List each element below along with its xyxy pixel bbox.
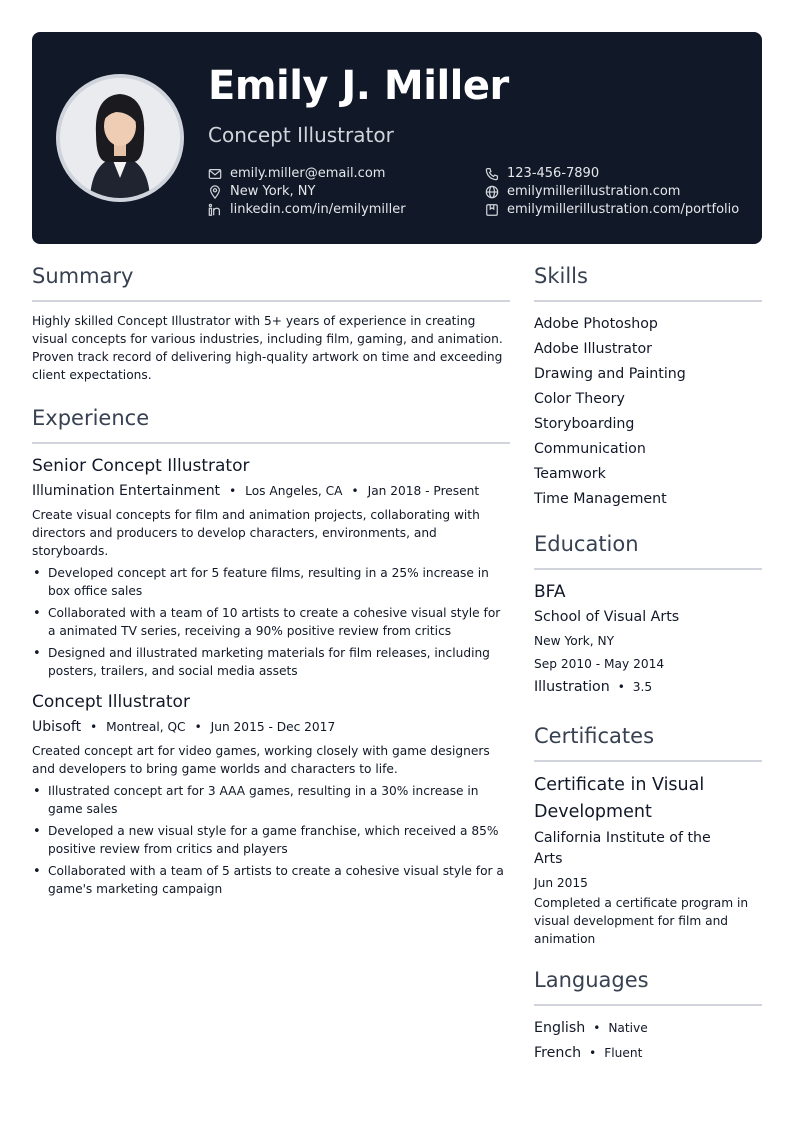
contact-website[interactable]	[485, 183, 680, 201]
job-company: Ubisoft	[32, 719, 82, 735]
language-name: English	[534, 1020, 586, 1036]
skill-item: Color Theory	[534, 391, 625, 407]
job-dates: Jun 2015 - Dec 2017	[210, 720, 336, 734]
skill-item: Adobe Photoshop	[534, 316, 658, 332]
certificate-description: Completed a certificate program in visual development for film and animation	[534, 896, 749, 946]
education-gpa: 3.5	[632, 680, 653, 694]
language-level: Fluent	[604, 1046, 643, 1060]
job-achievements	[32, 564, 510, 680]
candidate-role: Concept Illustrator	[208, 123, 394, 147]
list-item: • Collaborated with a team of 10 artists to create a cohesive visual style for a animated TV series, receiving a 90% positive review from critics	[32, 604, 510, 640]
education-field-row	[534, 676, 762, 698]
experience-heading: Experience	[32, 404, 510, 444]
summary-heading: Summary	[32, 262, 510, 302]
certificate-date: Jun 2015	[534, 876, 588, 890]
job-company: Illumination Entertainment	[32, 483, 221, 499]
skills-list	[534, 312, 762, 512]
list-item: • Illustrated concept art for 3 AAA games, resulting in a 30% increase in game sales	[32, 782, 510, 818]
job-location: Los Angeles, CA	[245, 484, 343, 498]
separator-dot: •	[229, 484, 237, 498]
skills-heading: Skills	[534, 262, 762, 302]
language-name: French	[534, 1045, 582, 1061]
job-title: Concept Illustrator	[32, 692, 190, 712]
skill-item: Drawing and Painting	[534, 366, 686, 382]
separator-dot: •	[589, 1046, 597, 1060]
contact-location	[208, 183, 315, 201]
skill-item: Communication	[534, 441, 646, 457]
separator-dot: •	[617, 680, 625, 694]
separator-dot: •	[194, 720, 202, 734]
contact-linkedin[interactable]	[208, 201, 406, 219]
list-item: • Developed concept art for 5 feature films, resulting in a 25% increase in box office sales	[32, 564, 510, 600]
mail-icon	[208, 167, 222, 181]
linkedin-icon	[208, 203, 222, 217]
job-location: Montreal, QC	[106, 720, 186, 734]
education-dates: Sep 2010 - May 2014	[534, 657, 665, 671]
list-item: • Collaborated with a team of 5 artists to create a cohesive visual style for a game's marketing campaign	[32, 862, 510, 898]
certificates-heading: Certificates	[534, 722, 762, 762]
skill-item: Time Management	[534, 491, 667, 507]
left-column	[32, 262, 510, 902]
skill-item: Storyboarding	[534, 416, 635, 432]
location-pin-icon	[208, 185, 222, 199]
list-item: • Developed a new visual style for a game franchise, which received a 85% positive review from critics and players	[32, 822, 510, 858]
avatar	[56, 74, 184, 202]
website-text: emilymillerillustration.com	[507, 184, 681, 199]
phone-icon	[485, 167, 499, 181]
education-degree: BFA	[534, 582, 566, 602]
phone-text: 123-456-7890	[507, 166, 600, 181]
separator-dot: •	[351, 484, 359, 498]
globe-icon	[485, 185, 499, 199]
skill-item: Adobe Illustrator	[534, 341, 653, 357]
job-entry	[32, 454, 510, 680]
language-level: Native	[608, 1021, 648, 1035]
contact-phone[interactable]	[485, 165, 599, 183]
skill-item: Teamwork	[534, 466, 606, 482]
portfolio-text: emilymillerillustration.com/portfolio	[507, 202, 740, 217]
job-description: Create visual concepts for film and animation projects, collaborating with directors and producers to develop characters, environments, and storyboards.	[32, 508, 480, 558]
certificate-name: Certificate in Visual Development	[534, 775, 705, 822]
profile-photo	[60, 78, 180, 198]
resume-header	[32, 32, 762, 244]
education-school: School of Visual Arts	[534, 609, 680, 625]
location-text: New York, NY	[230, 184, 316, 199]
job-achievements	[32, 782, 510, 898]
email-text: emily.miller@email.com	[230, 166, 386, 181]
education-field: Illustration	[534, 679, 610, 695]
portfolio-icon	[485, 203, 499, 217]
linkedin-text: linkedin.com/in/emilymiller	[230, 202, 406, 217]
separator-dot: •	[90, 720, 98, 734]
job-meta	[32, 716, 510, 738]
summary-text: Highly skilled Concept Illustrator with 5+ years of experience in creating visual concepts for various industries, including film, gaming, and animation. Proven track record of delivering high-quality artwork on time and exceeding client expectations.	[32, 314, 503, 382]
contact-email[interactable]	[208, 165, 385, 183]
language-item	[534, 1016, 762, 1041]
job-dates: Jan 2018 - Present	[367, 484, 480, 498]
language-item	[534, 1041, 762, 1066]
list-item: • Designed and illustrated marketing materials for film releases, including posters, trailers, and social media assets	[32, 644, 510, 680]
job-entry	[32, 690, 510, 898]
job-description: Created concept art for video games, working closely with game designers and developers to bring game worlds and characters to life.	[32, 744, 490, 776]
right-column	[534, 262, 762, 1066]
certificate-issuer: California Institute of the Arts	[534, 830, 711, 867]
education-heading: Education	[534, 530, 762, 570]
job-meta	[32, 480, 510, 502]
languages-heading: Languages	[534, 966, 762, 1006]
candidate-name: Emily J. Miller	[208, 63, 509, 109]
separator-dot: •	[593, 1021, 601, 1035]
education-location: New York, NY	[534, 634, 615, 648]
contact-portfolio[interactable]	[485, 201, 739, 219]
job-title: Senior Concept Illustrator	[32, 456, 250, 476]
